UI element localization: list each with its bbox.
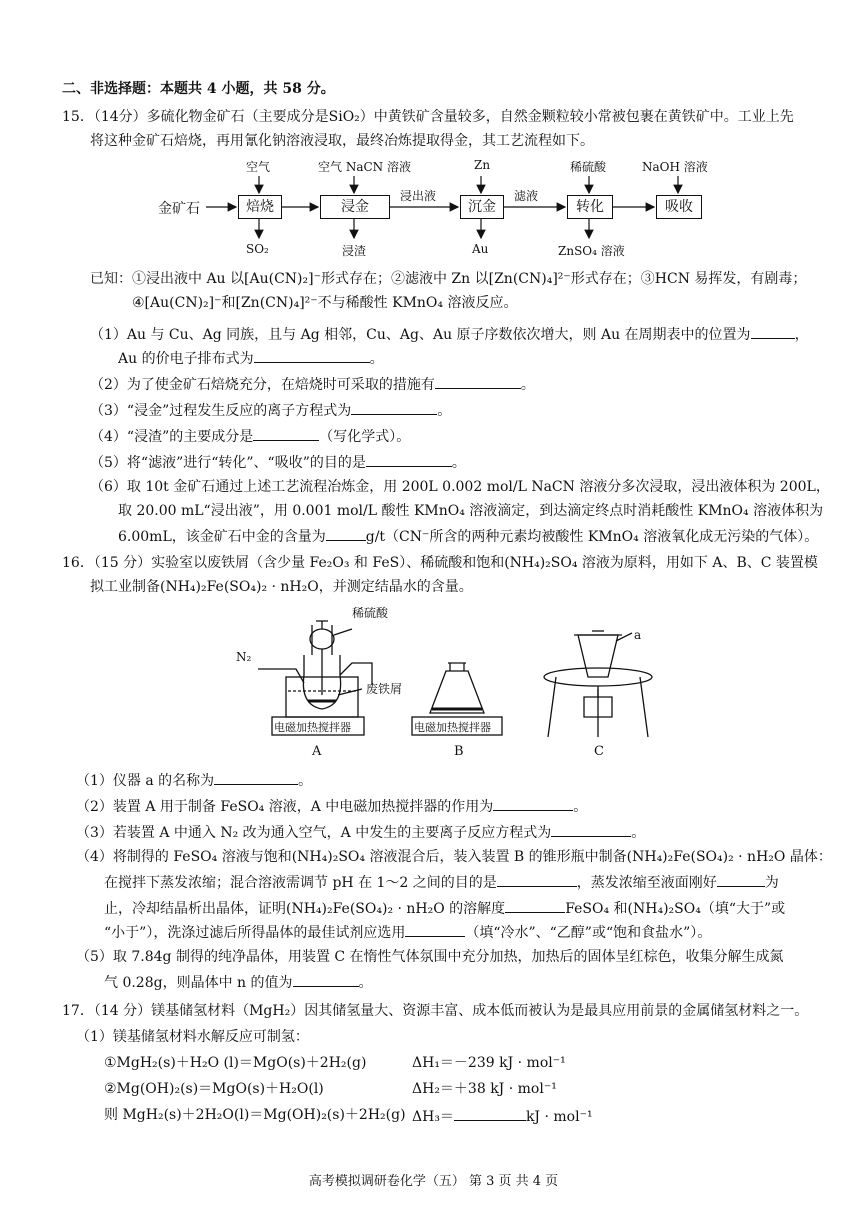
label-dilute-acid: 稀硫酸 [352, 606, 389, 620]
q16-part5-text-2: 气 0.28g，则晶体中 n 的值为 [104, 975, 293, 991]
q16-part4-text-8: （填“冷水”、“乙醇”或“饱和食盐水”）。 [465, 925, 712, 941]
answer-blank[interactable] [293, 972, 359, 987]
q16-part4-text-6: FeSO₄ 和(NH₄)₂SO₄（填“大于”或 [565, 901, 786, 917]
answer-blank[interactable] [326, 526, 366, 541]
answer-blank[interactable] [254, 348, 370, 363]
q15-line-1: 15．（14分）多硫化物金矿石（主要成分是SiO₂）中黄铁矿含量较多，自然金颗粒较小常被包裹在黄铁矿中。工业上先 [62, 109, 794, 125]
flow-box-roast: 焙烧 [238, 195, 282, 219]
q16-part5-text-1: （5）取 7.84g 制得的纯净晶体，用装置 C 在惰性气体氛围中充分加热，加热后的固体呈红棕色，收集分解生成氮 [76, 949, 784, 965]
label-stirrer-a: 电磁加热搅拌器 [274, 721, 351, 734]
caption-c: C [594, 744, 604, 759]
answer-blank[interactable] [751, 324, 795, 339]
label-instrument-a: a [634, 628, 642, 642]
q17-reaction-2: ②Mg(OH)₂(s)＝MgO(s)＋H₂O(l) [104, 1081, 324, 1097]
flow-bottom-residue: 浸渣 [342, 244, 367, 258]
q16-line-1: 16．（15 分）实验室以废铁屑（含少量 Fe₂O₃ 和 FeS）、稀硫酸和饱和(NH₄)₂SO₄ 溶液为原料，用如下 A、B、C 装置模 [62, 555, 818, 571]
q15-line-2: 将这种金矿石焙烧，再用氰化钠溶液浸取，最终冶炼提取得金，其工艺流程如下。 [90, 133, 594, 149]
label-n2: N₂ [236, 650, 252, 664]
q17-enthalpy-2: ΔH₂＝＋38 kJ · mol⁻¹ [412, 1081, 557, 1097]
flow-box-leach: 浸金 [320, 195, 390, 219]
q16-part4-text-4: 为 [764, 875, 779, 891]
q17-reaction-3: 则 MgH₂(s)＋2H₂O(l)＝Mg(OH)₂(s)＋2H₂(g) [104, 1107, 406, 1123]
q15-known-1: 已知：①浸出液中 Au 以[Au(CN)₂]⁻形式存在；②滤液中 Zn 以[Zn(CN)₄]²⁻形式存在；③HCN 易挥发，有剧毒； [90, 271, 807, 287]
q16-part4-text-1: （4）将制得的 FeSO₄ 溶液与饱和(NH₄)₂SO₄ 溶液混合后，装入装置 B 的锥形瓶中制备(NH₄)₂Fe(SO₄)₂ · nH₂O 晶体： [76, 849, 832, 865]
q16-part1-text: （1）仪器 a 的名称为 [76, 773, 215, 789]
flow-top-air: 空气 [246, 160, 271, 174]
apparatus-drawing [0, 605, 867, 765]
flow-box-convert: 转化 [567, 195, 613, 219]
answer-blank[interactable] [505, 898, 565, 913]
q17-enthalpy-3-text: ΔH₃＝ [412, 1109, 454, 1125]
q15-part2-text: （2）为了使金矿石焙烧充分，在焙烧时可采取的措施有 [90, 377, 435, 393]
answer-blank[interactable] [435, 374, 521, 389]
q16-part4-text-7: “小于”），洗涤过滤后所得晶体的最佳试剂应选用 [104, 925, 406, 941]
flow-box-precipitate: 沉金 [460, 195, 504, 219]
q16-part4-text-3: ，蒸发浓缩至液面刚好 [576, 875, 717, 891]
q16-part3-text: （3）若装置 A 中通入 N₂ 改为通入空气，A 中发生的主要离子反应方程式为 [76, 825, 552, 841]
q16-part5-text-3: 。 [358, 975, 373, 991]
flow-start-label: 金矿石 [158, 201, 200, 217]
flow-arrows [0, 0, 867, 270]
q16-part4-text-5: 止，冷却结晶析出晶体，证明(NH₄)₂Fe(SO₄)₂ · nH₂O 的溶解度 [104, 901, 506, 917]
answer-blank[interactable] [214, 770, 298, 785]
answer-blank[interactable] [551, 822, 631, 837]
answer-blank[interactable] [405, 922, 465, 937]
label-iron-scrap: 废铁屑 [366, 682, 403, 696]
q17-reaction-1: ①MgH₂(s)＋H₂O (l)＝MgO(s)＋2H₂(g) [104, 1055, 367, 1071]
q15-part6-text-4: g/t（CN⁻所含的两种元素均被酸性 KMnO₄ 溶液氧化成无污染的气体）。 [365, 529, 819, 545]
flow-top-zn: Zn [474, 158, 491, 172]
caption-a: A [312, 744, 322, 759]
flow-bottom-au: Au [472, 242, 489, 256]
q15-part5-text: （5）将“滤液”进行“转化”、“吸收”的目的是 [90, 455, 366, 471]
q15-known-2: ④[Au(CN)₂]⁻和[Zn(CN)₄]²⁻不与稀酸性 KMnO₄ 溶液反应。 [132, 295, 518, 311]
q16-part2-text: （2）装置 A 用于制备 FeSO₄ 溶液，A 中电磁加热搅拌器的作用为 [76, 799, 494, 815]
q15-part6-text-1: （6）取 10t 金矿石通过上述工艺流程冶炼金，用 200L 0.002 mol/L NaCN 溶液分多次浸取，浸出液体积为 200L， [90, 479, 830, 495]
label-stirrer-b: 电磁加热搅拌器 [414, 721, 491, 734]
flow-bottom-znso4: ZnSO₄ 溶液 [558, 244, 625, 258]
answer-blank[interactable] [351, 400, 437, 415]
caption-b: B [454, 744, 464, 759]
flow-top-acid: 稀硫酸 [570, 160, 607, 174]
flow-arrow-label-leachate: 浸出液 [400, 189, 437, 203]
q17-part1-text: （1）镁基储氢材料水解反应可制氢： [76, 1029, 309, 1045]
q15-part1-text-2: Au 的价电子排布式为 [118, 351, 254, 367]
q17-enthalpy-3-unit: kJ · mol⁻¹ [525, 1109, 593, 1125]
answer-blank[interactable] [253, 426, 319, 441]
q16-part4-text-2: 在搅拌下蒸发浓缩；混合溶液需调节 pH 在 1～2 之间的目的是 [104, 875, 497, 891]
q15-part6-text-2: 取 20.00 mL“浸出液”，用 0.001 mol/L 酸性 KMnO₄ 溶液滴定，到达滴定终点时消耗酸性 KMnO₄ 溶液体积为 [118, 503, 824, 519]
q17-enthalpy-1: ΔH₁＝－239 kJ · mol⁻¹ [412, 1055, 566, 1071]
flow-top-naoh: NaOH 溶液 [642, 160, 708, 174]
answer-blank[interactable] [493, 796, 573, 811]
q15-part1-text: （1）Au 与 Cu、Ag 同族，且与 Ag 相邻，Cu、Ag、Au 原子序数依次增大，则 Au 在周期表中的位置为 [90, 327, 751, 343]
flow-box-absorb: 吸收 [656, 195, 702, 219]
q16-line-2: 拟工业制备(NH₄)₂Fe(SO₄)₂ · nH₂O，并测定结晶水的含量。 [90, 579, 473, 595]
q15-part4-text: （4）“浸渣”的主要成分是 [90, 429, 254, 445]
answer-blank[interactable] [497, 872, 577, 887]
q15-part4-text-2: （写化学式）。 [319, 429, 411, 445]
answer-blank[interactable] [366, 452, 452, 467]
section-title: 二、非选择题：本题共 4 小题，共 58 分。 [62, 81, 335, 97]
q15-part3-text: （3）“浸金”过程发生反应的离子方程式为 [90, 403, 352, 419]
flow-bottom-so2: SO₂ [246, 242, 269, 256]
answer-blank[interactable] [454, 1106, 526, 1121]
answer-blank[interactable] [717, 872, 765, 887]
flow-arrow-label-filtrate: 滤液 [514, 189, 539, 203]
q15-part6-text-3: 6.00mL，该金矿石中金的含量为 [118, 529, 326, 545]
q17-line-1: 17．（14 分）镁基储氢材料（MgH₂）因其储氢量大、资源丰富、成本低而被认为是最具应用前景的金属储氢材料之一。 [62, 1003, 809, 1019]
page-footer: 高考模拟调研卷化学（五） 第 3 页 共 4 页 [308, 1174, 559, 1189]
flow-top-air-nacn: 空气 NaCN 溶液 [318, 160, 411, 174]
